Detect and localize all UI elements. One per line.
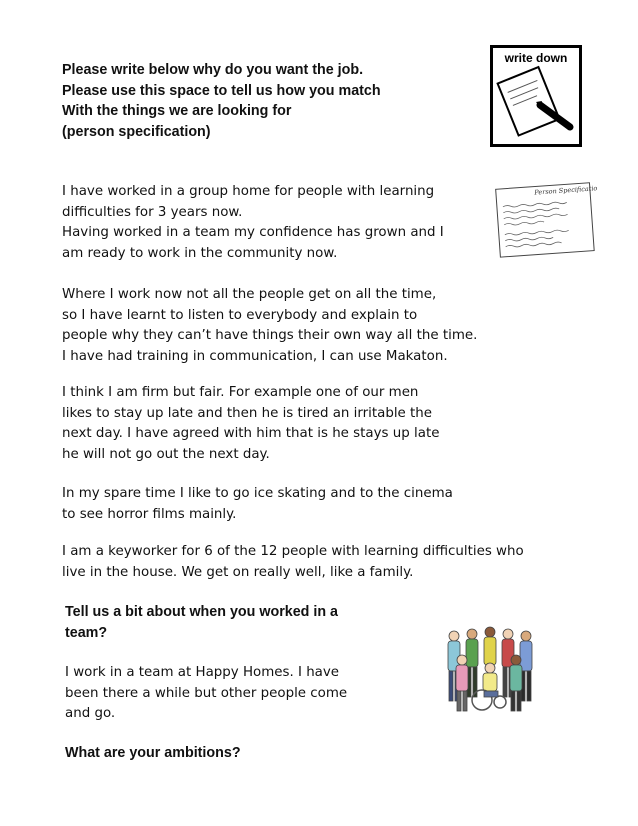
team-question	[65, 602, 425, 643]
person-spec-label: Person Specification	[534, 183, 597, 197]
paragraph-keyworker	[62, 542, 622, 583]
text-line: likes to stay up late and then he is tired an irritable the	[62, 405, 433, 421]
question-line: team?	[65, 624, 108, 641]
heading-line: With the things we are looking for	[62, 103, 292, 119]
text-line: people why they can’t have things their own way all the time.	[62, 328, 478, 343]
text-line: I work in a team at Happy Homes. I have	[65, 665, 340, 680]
text-line: Having worked in a team my confidence has grown and I	[62, 225, 444, 240]
paragraph-experience	[62, 182, 622, 264]
text-line: to see horror films mainly.	[62, 506, 237, 522]
question-line: Tell us a bit about when you worked in a	[65, 604, 338, 620]
text-line: live in the house. We get on really well, like a family.	[62, 564, 414, 580]
paragraph-spare-time	[62, 484, 622, 525]
write-down-icon	[490, 45, 582, 147]
form-heading	[62, 60, 462, 142]
text-line: difficulties for 3 years now.	[62, 204, 243, 220]
text-line: Where I work now not all the people get on all the time,	[62, 287, 437, 302]
text-line: am ready to work in the community now.	[62, 245, 338, 261]
paragraph-firm-but-fair	[62, 383, 622, 465]
text-line: been there a while but other people come	[65, 685, 348, 701]
heading-line: Please write below why do you want the job.	[62, 62, 364, 78]
text-line: and go.	[65, 706, 116, 721]
team-people-image	[440, 622, 540, 716]
paragraph-communication	[62, 285, 622, 367]
text-line: I have worked in a group home for people with learning	[62, 184, 435, 199]
write-down-label: write down	[504, 51, 568, 65]
text-line: I am a keyworker for 6 of the 12 people with learning difficulties who	[62, 544, 524, 559]
text-line: In my spare time I like to go ice skating and to the cinema	[62, 486, 453, 501]
text-line: next day. I have agreed with him that is he stays up late	[62, 426, 440, 441]
ambitions-question	[65, 743, 425, 764]
text-line: he will not go out the next day.	[62, 446, 270, 462]
question-line: What are your ambitions?	[65, 745, 241, 761]
text-line: I think I am firm but fair. For example one of our men	[62, 385, 419, 400]
team-answer	[65, 663, 405, 725]
heading-line: Please use this space to tell us how you match	[62, 82, 381, 99]
text-line: I have had training in communication, I can use Makaton.	[62, 348, 448, 364]
text-line: so I have learnt to listen to everybody and explain to	[62, 307, 418, 323]
heading-line: (person specification)	[62, 123, 211, 140]
